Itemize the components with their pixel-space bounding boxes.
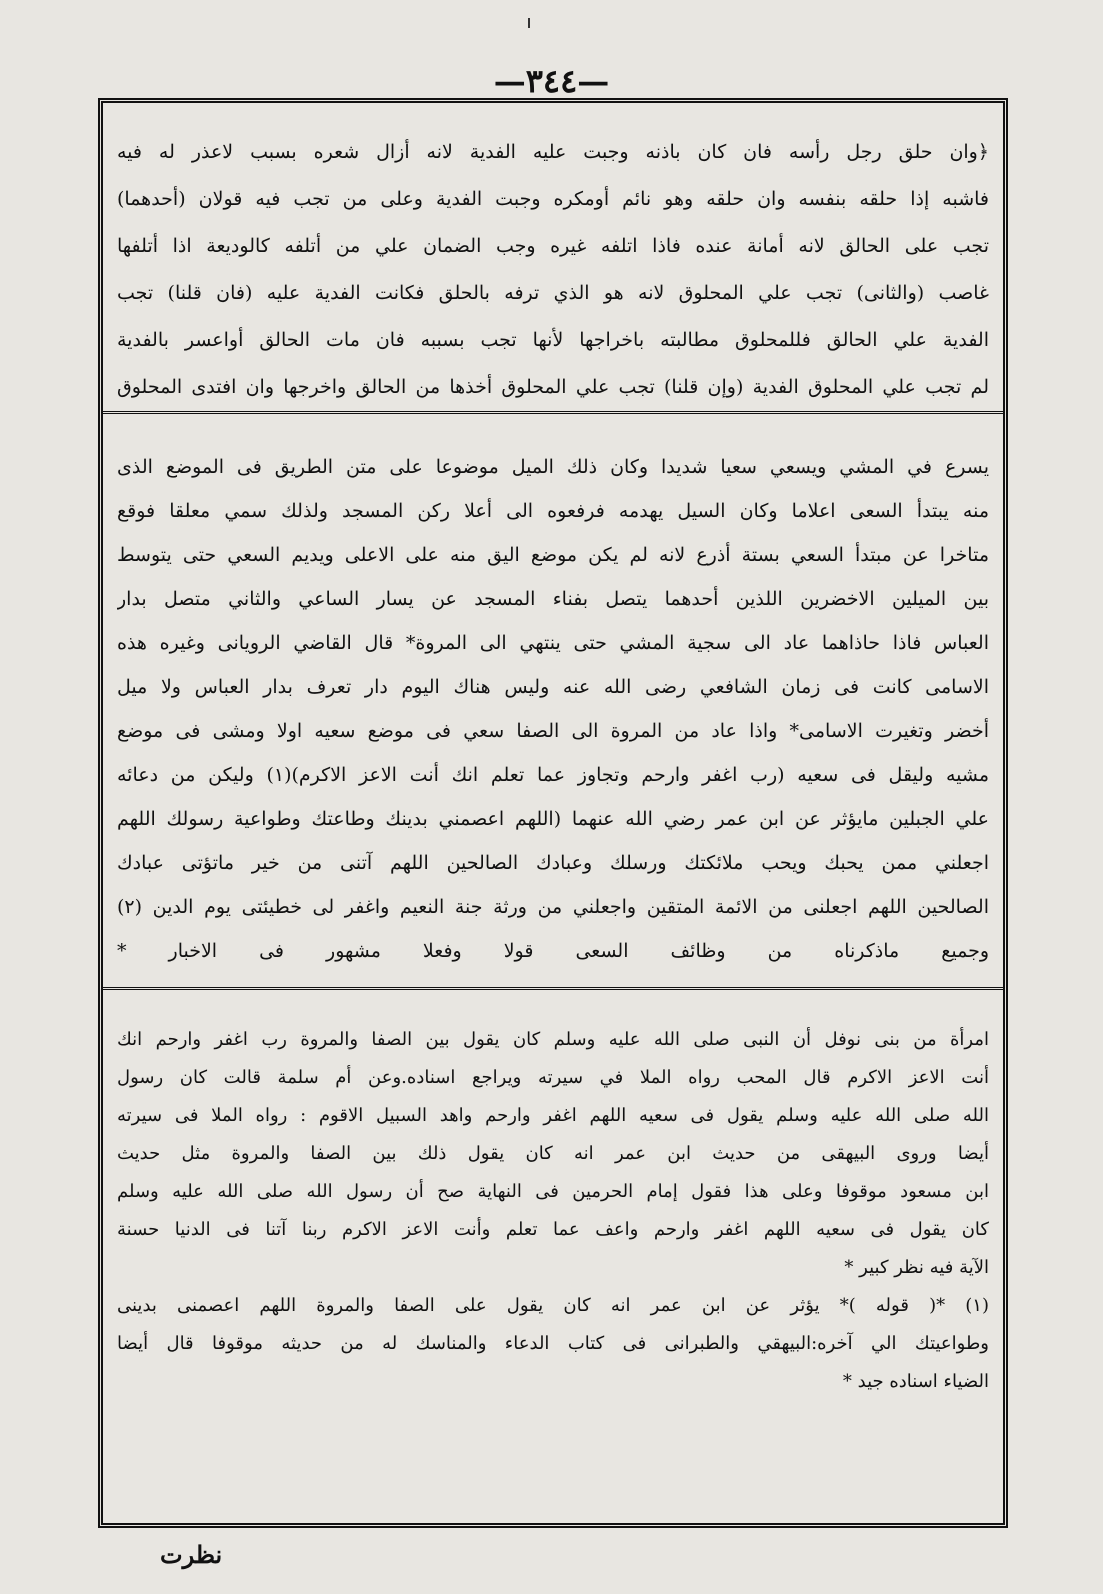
section-divider xyxy=(103,987,1003,990)
text-line: يسرع في المشي ويسعي سعيا شديدا وكان ذلك الميل موضوعا على متن الطريق فى الموضع الذى xyxy=(117,456,989,478)
section-divider xyxy=(103,411,1003,414)
text-line: وجميع ماذكرناه من وظائف السعى قولا وفعلا مشهور فى الاخبار * xyxy=(117,940,989,962)
text-line: امرأة من بنى نوفل أن النبى صلى الله عليه وسلم كان يقول بين الصفا والمروة رب اغفر وارحم انك xyxy=(117,1029,989,1050)
text-line: الاسامى كانت فى زمان الشافعي رضى الله عنه وليس هناك اليوم دار تعرف بدار العباس ولا ميل xyxy=(117,676,989,698)
page-frame xyxy=(98,98,1008,1528)
text-line: اجعلني ممن يحبك ويحب ملائكتك ورسلك وعبادك الصالحين اللهم آتنى من خير ماتؤتى عبادك xyxy=(117,852,989,874)
page-number: —٣٤٤— xyxy=(493,62,610,100)
text-line: متاخرا عن مبتدأ السعي بستة أذرع لانه لم يكن موضع اليق منه على الاعلى ويديم السعي حتى يتوسط xyxy=(117,544,989,566)
text-line: (١) *( قوله )* يؤثر عن ابن عمر انه كان يقول على الصفا والمروة اللهم اعصمنى بدينى xyxy=(117,1295,989,1316)
text-line: كان يقول فى سعيه اللهم اغفر وارحم واعف عما تعلم وأنت الاعز الاكرم ربنا آتنا فى الدنيا حسنة xyxy=(117,1219,989,1240)
text-line: أخضر وتغيرت الاسامى* واذا عاد من المروة الى الصفا سعي فى موضع سعيه اولا ومشى فى موضع xyxy=(117,720,989,742)
footnote-section xyxy=(117,1021,989,1401)
text-line: وطواعيتك الي آخره:البيهقي والطبرانى فى كتاب الدعاء والمناسك له من حديثه موقوفا قال أيضا xyxy=(117,1333,989,1354)
text-line: مشيه وليقل فى سعيه (رب اغفر وارحم وتجاوز عما تعلم انك أنت الاعز الاكرم)(١) وليكن من دعائه xyxy=(117,764,989,786)
ink-mark xyxy=(528,18,530,28)
text-line: ابن مسعود موقوفا وعلى هذا فقول إمام الحرمين فى النهاية صح أن رسول الله صلى الله عليه وسلم xyxy=(117,1181,989,1202)
catchword: نظرت xyxy=(160,1540,223,1569)
text-line: الفدية علي الحالق فللمحلوق مطالبته باخراجها لأنها تجب بسببه فان مات الحالق أواعسر بالفدية xyxy=(117,329,989,351)
text-line: أنت الاعز الاكرم قال المحب رواه الملا في سيرته ويراجع اسناده.وعن أم سلمة قالت كان رسول xyxy=(117,1067,989,1088)
commentary-section xyxy=(117,445,989,973)
text-line: الآية فيه نظر كبير * xyxy=(844,1257,989,1278)
text-line: بين الميلين الاخضرين اللذين أحدهما يتصل بفناء المسجد عن يسار الساعي والثاني متصل بدار xyxy=(117,588,989,610)
text-line: فاشبه إذا حلقه بنفسه وان حلقه وهو نائم أومكره وجبت الفدية وعلى من تجب فيه قولان (أحدهما) xyxy=(117,188,989,210)
main-text-section xyxy=(117,129,989,411)
text-line: منه يبتدأ السعى اعلاما وكان السيل يهدمه فرفعوه الى أعلا ركن المسجد ولذلك سمي معلقا فوقع xyxy=(117,500,989,522)
text-line: أيضا وروى البيهقى من حديث ابن عمر انه كان يقول ذلك بين الصفا والمروة مثل حديث xyxy=(117,1143,989,1164)
text-line: لم تجب علي المحلوق الفدية (وإن قلنا) تجب علي المحلوق أخذها من الحالق واخرجها وان افتدى المحلوق xyxy=(117,376,989,398)
text-line: علي الجبلين مايؤثر عن ابن عمر رضي الله عنهما (اللهم اعصمني بدينك وطاعتك وطواعية رسولك اللهم xyxy=(117,808,989,830)
text-line: الضياء اسناده جيد * xyxy=(842,1371,989,1392)
text-line: الصالحين اللهم اجعلنى من الائمة المتقين واجعلني من ورثة جنة النعيم واغفر لى خطيئتى يوم الدين (٢) xyxy=(117,896,989,918)
text-line: العباس فاذا حاذاهما عاد الى سجية المشي حتى ينتهي الى المروة* قال القاضي الرويانى وغيره هذه xyxy=(117,632,989,654)
text-line: الله صلى الله عليه وسلم يقول فى سعيه اللهم اغفر وارحم واهد السبيل الاقوم : رواه الملا فى سيرته xyxy=(117,1105,989,1126)
text-line: تجب على الحالق لانه أمانة عنده فاذا اتلفه غيره وجب الضمان علي من أتلفه كالوديعة اذا أتلفها xyxy=(117,235,989,257)
text-line: غاصب (والثانى) تجب علي المحلوق لانه هو الذي ترفه بالحلق فكانت الفدية عليه (فان قلنا) تجب xyxy=(117,282,989,304)
text-line: ﴿وان حلق رجل رأسه فان كان باذنه وجبت عليه الفدية لانه أزال شعره بسبب لاعذر له فيه xyxy=(117,141,989,163)
